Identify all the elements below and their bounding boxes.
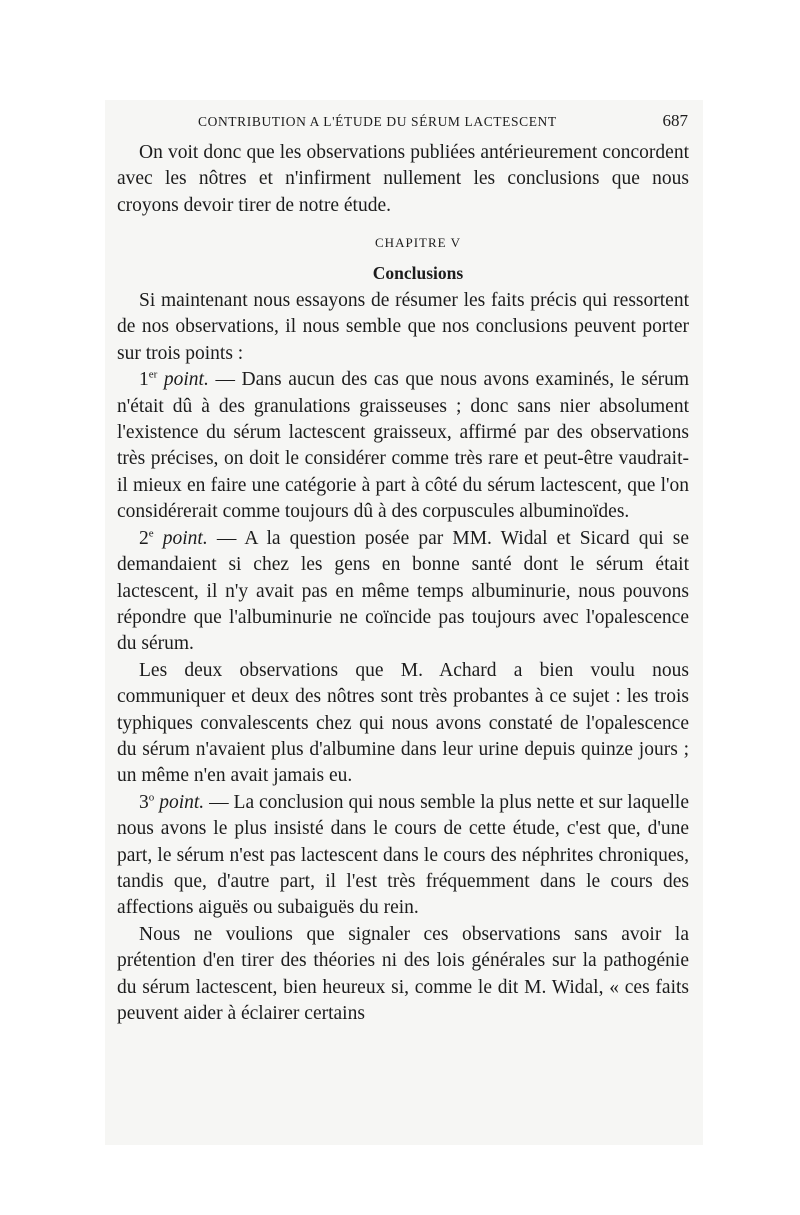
paragraph-closing: Nous ne voulions que signaler ces observations sans avoir la prétention d'en tirer des théories ni des lois générales sur la pathogénie du sérum lactescent, bien heureux si, comme le dit M. Widal, « ces faits peuvent aider à éclairer certains <box>117 923 689 1024</box>
point-3-text: — La conclusion qui nous semble la plus nette et sur laquelle nous avons le plus insisté dans le cours de cette étude, c'est que, d'une part, le sérum n'est pas lactescent dans le cours des néphrites chroniques, tandis que, d'autre part, il l'est très fréquemment dans le cours des affections aiguës ou subaiguës du rein. <box>117 791 690 919</box>
point-2-number: 2 <box>139 527 149 549</box>
point-1-label: point. <box>163 369 209 391</box>
chapter-label: CHAPITRE V <box>375 235 461 251</box>
paragraph-observations: On voit donc que les observations publiées antérieurement concordent avec les nôtres et n'infirment nullement les conclusions que nous croyons devoir tirer de notre étude. <box>117 142 689 216</box>
paragraph-point-1 <box>117 367 689 525</box>
header-title: CONTRIBUTION A L'ÉTUDE DU SÉRUM LACTESCENT <box>198 114 557 129</box>
point-3-label: point. <box>159 791 205 813</box>
point-2-text: — A la question posée par MM. Widal et Sicard qui se demandaient si chez les gens en bonne santé dont le sérum était lactescent, il n'y avait pas en même temps albuminurie, nous pouvons répondre que l'albuminurie ne coïncide pas toujours avec l'opalescence du sérum. <box>117 527 689 655</box>
running-header <box>198 111 688 131</box>
paragraph-achard: Les deux observations que M. Achard a bien voulu nous communiquer et deux des nôtres sont très probantes à ce sujet : les trois typhiques convalescents chez qui nous avons constaté de l'opalescence du sérum n'avaient plus d'albumine dans leur urine depuis quinze jours ; un même n'en avait jamais eu. <box>117 659 689 787</box>
paragraph-intro: Si maintenant nous essayons de résumer les faits précis qui ressortent de nos observations, il nous semble que nos conclusions peuvent porter sur trois points : <box>117 290 689 364</box>
point-1-number: 1 <box>139 369 149 391</box>
point-2-ordinal: e <box>148 527 154 540</box>
point-3-ordinal: o <box>148 791 155 804</box>
page-number: 687 <box>662 111 688 130</box>
chapter-title: Conclusions <box>372 262 464 283</box>
paragraph-point-3 <box>117 790 689 922</box>
point-3-number: 3 <box>139 791 149 813</box>
point-1-text: — Dans aucun des cas que nous avons examinés, le sérum n'était dû à des granulations graisseuses ; donc sans nier absolument l'existence du sérum lactescent graisseux, affirmé par des observations très précises, on doit le considérer comme très rare et peut-être vaudrait-il mieux en faire une catégorie à part à côté du sérum lactescent, que l'on considérerait comme toujours dû à des corpuscules albuminoïdes. <box>117 369 690 523</box>
paragraph-point-2 <box>117 526 689 658</box>
point-2-label: point. <box>162 527 208 549</box>
page-text <box>117 140 689 1027</box>
point-1-ordinal: er <box>148 368 158 381</box>
